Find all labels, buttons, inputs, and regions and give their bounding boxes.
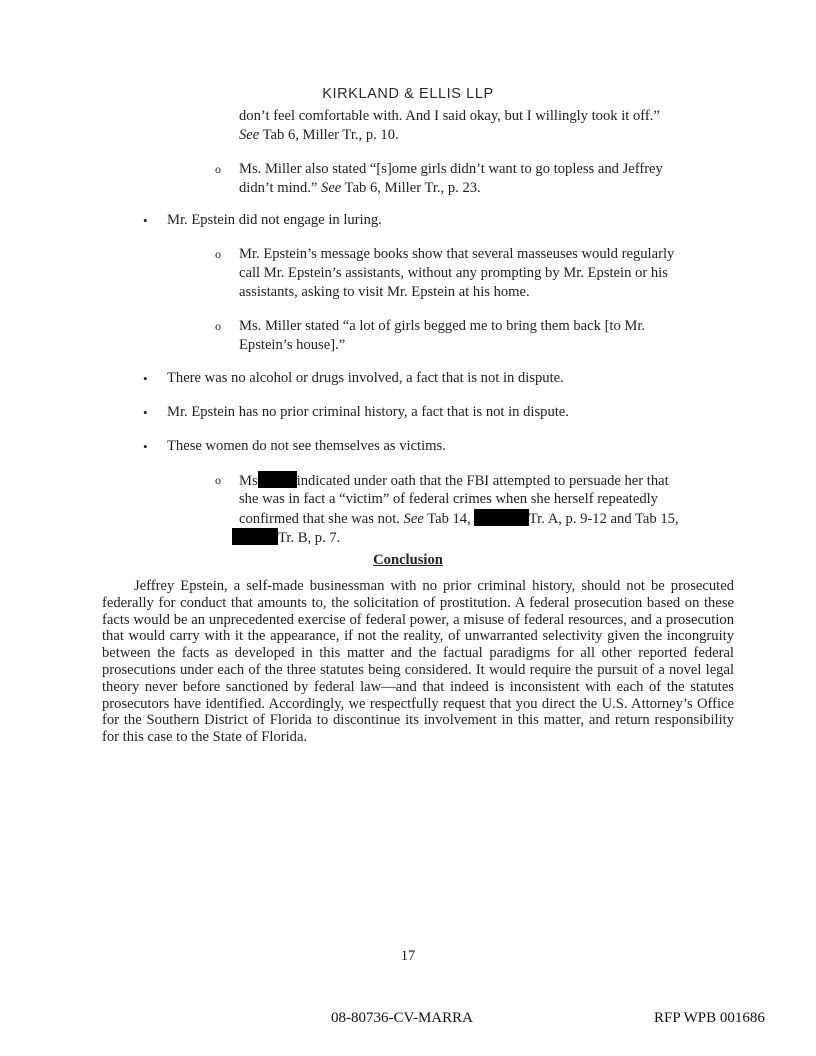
fbi-citation-line (232, 528, 340, 548)
see-signal: See (321, 180, 342, 196)
bullet-marker: • (143, 405, 148, 420)
case-number: 08-80736-CV-MARRA (331, 1010, 473, 1026)
see-signal: See (403, 511, 424, 527)
fbi-text: Ms (239, 473, 258, 489)
redaction-box (474, 509, 529, 526)
miller-topless-citation (239, 179, 481, 198)
bullet-alcohol: There was no alcohol or drugs involved, a fact that is not in dispute. (167, 370, 564, 386)
page-number: 17 (400, 948, 416, 964)
fbi-line: she was in fact a “victim” of federal crimes when she herself repeatedly (239, 491, 658, 507)
citation-text: Tab 6, Miller Tr., p. 23. (341, 180, 481, 196)
sub-bullet-marker: o (215, 247, 221, 261)
fbi-line (239, 471, 669, 491)
bullet-luring: Mr. Epstein did not engage in luring. (167, 212, 382, 228)
miller-topless-line: Ms. Miller also stated “[s]ome girls didn’t want to go topless and Jeffrey (239, 161, 663, 177)
bullet-marker: • (143, 213, 148, 228)
message-books-line: Mr. Epstein’s message books show that several masseuses would regularly (239, 246, 675, 262)
see-signal: See (239, 127, 260, 143)
fbi-citation-line (239, 509, 679, 529)
fbi-text: Tr. B, p. 7. (278, 530, 341, 546)
fbi-text: confirmed that she was not. (239, 511, 404, 527)
conclusion-paragraph: Jeffrey Epstein, a self-made businessman with no prior criminal history, should not be prosecuted federally for conduct that amounts to, the solicitation of prostitution. A federal prosecution based on these facts would be an unprecedented exercise of federal power, a misuse of federal resources, and a prosecution that would carry with it the appearance, if not the reality, of unwarranted selectivity given the incongruity between the facts as developed in this matter and the factual paradigms for all other reported federal prosecutions under each of the three statutes being considered. It would require the pursuit of a novel legal theory never before sanctioned by federal law—and that indeed is inconsistent with each of the statutes prosecutors have identified. Accordingly, we respectfully request that you direct the U.S. Attorney’s Office for the Southern District of Florida to discontinue its involvement in this matter, and return responsibility for this case to the State of Florida. (102, 578, 734, 746)
fbi-text: Tab 14, (423, 511, 471, 527)
redaction-box (232, 528, 278, 545)
sub-bullet-marker: o (215, 473, 221, 487)
message-books-line: assistants, asking to visit Mr. Epstein at his home. (239, 284, 530, 300)
bates-number: RFP WPB 001686 (654, 1010, 765, 1026)
quote-end: didn’t mind.” (239, 180, 322, 196)
conclusion-heading: Conclusion (373, 552, 443, 568)
sub-bullet-marker: o (215, 319, 221, 333)
message-books-line: call Mr. Epstein’s assistants, without any prompting by Mr. Epstein or his (239, 265, 668, 281)
firm-letterhead: KIRKLAND & ELLIS LLP (322, 86, 494, 102)
bullet-marker: • (143, 439, 148, 454)
fbi-text: indicated under oath that the FBI attempted to persuade her that (296, 473, 669, 489)
begged-line: Epstein’s house].” (239, 337, 346, 353)
sub-bullet-marker: o (215, 162, 221, 176)
citation-text: Tab 6, Miller Tr., p. 10. (259, 127, 399, 143)
bullet-history: Mr. Epstein has no prior criminal history, a fact that is not in dispute. (167, 404, 569, 420)
redaction-box (258, 471, 297, 488)
bullet-victims: These women do not see themselves as victims. (167, 438, 446, 454)
continued-quote-line: don’t feel comfortable with. And I said okay, but I willingly took it off.” (239, 108, 660, 124)
continued-citation (239, 126, 399, 145)
begged-line: Ms. Miller stated “a lot of girls begged me to bring them back [to Mr. (239, 318, 646, 334)
bullet-marker: • (143, 371, 148, 386)
fbi-text: Tr. A, p. 9-12 and Tab 15, (528, 511, 679, 527)
